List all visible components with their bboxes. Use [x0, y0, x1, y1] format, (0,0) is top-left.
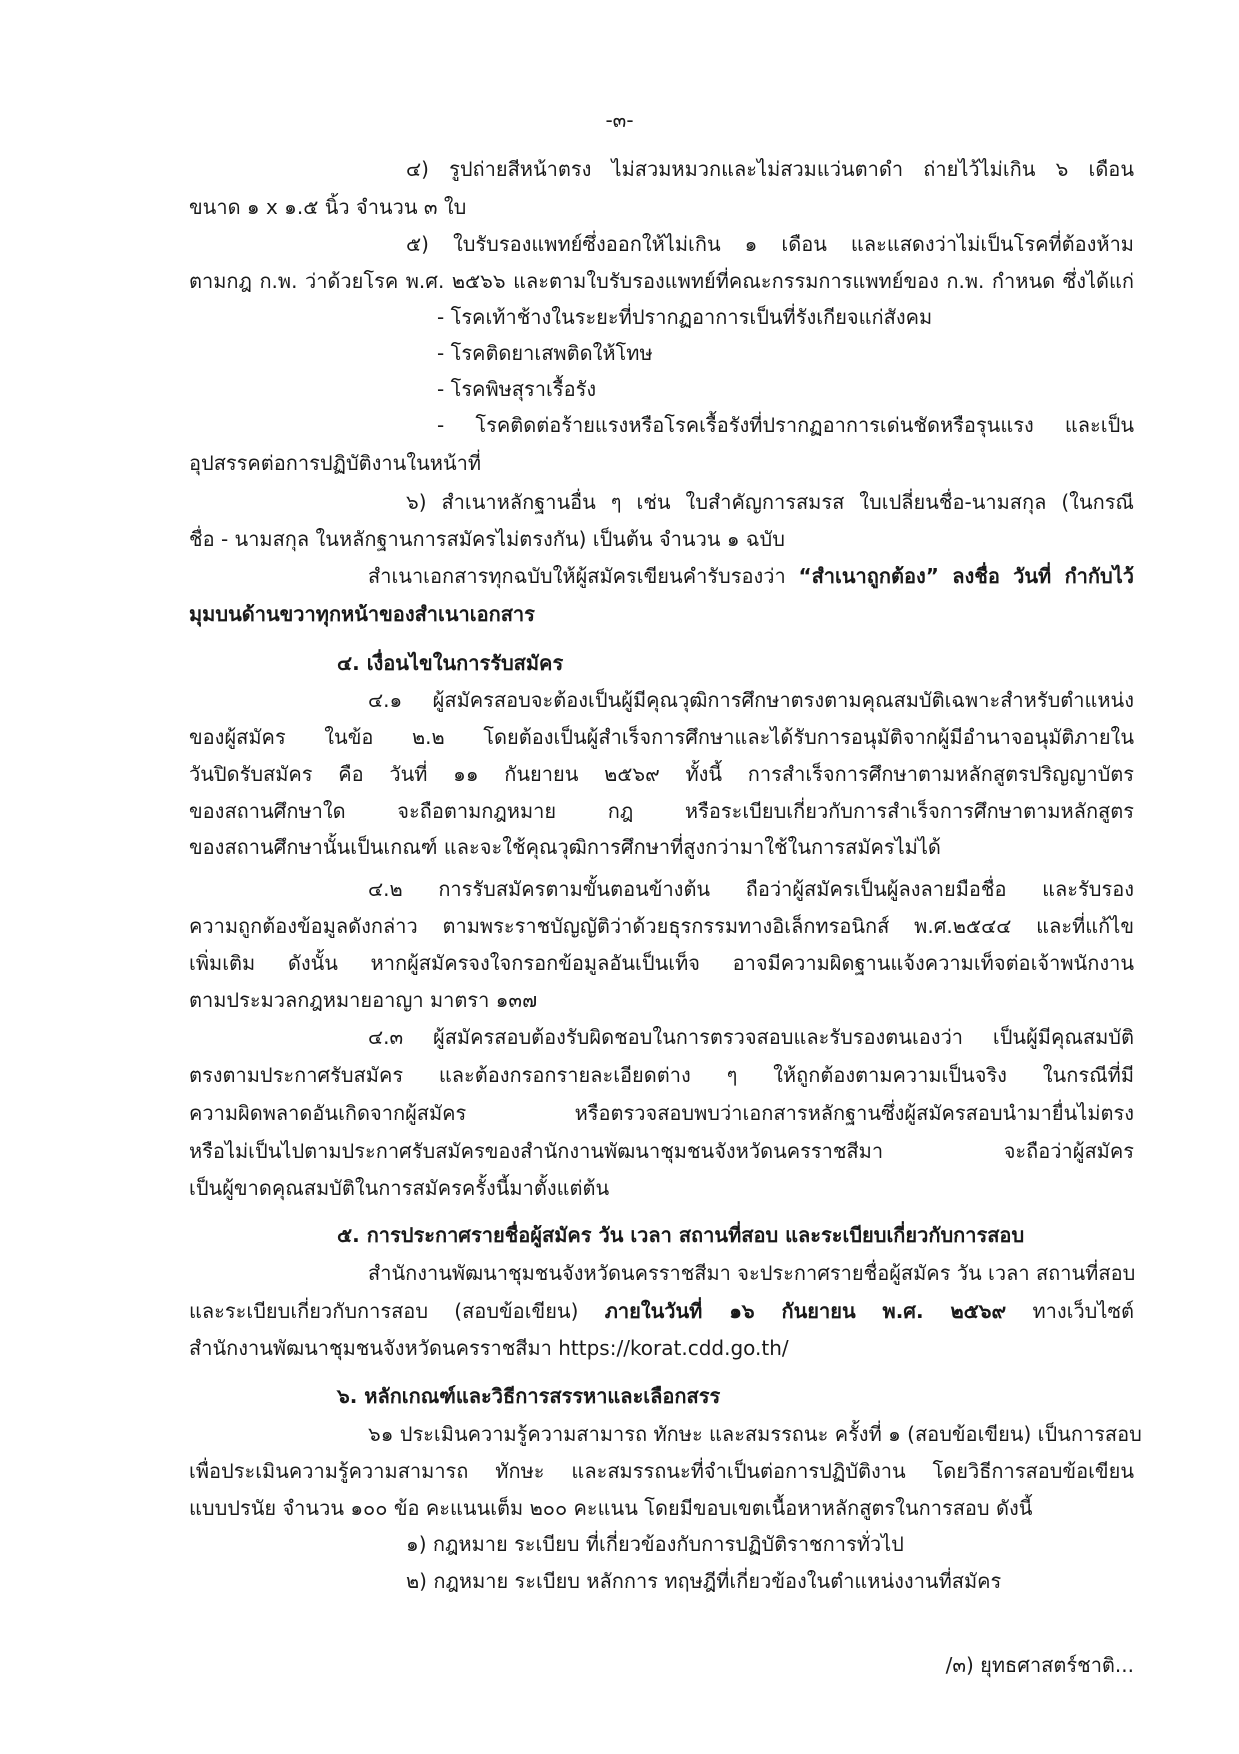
page-number: -๓-	[605, 108, 634, 132]
section-heading: ๖. หลักเกณฑ์และวิธีการสรรหาและเลือกสรร	[337, 1384, 721, 1408]
text-line: ของสถานศึกษานั้นเป็นเกณฑ์ และจะใช้คุณวุฒิการศึกษาที่สูงกว่ามาใช้ในการสมัครไม่ได้	[189, 835, 941, 859]
text-line	[368, 564, 1134, 588]
text-line: ๔.๑ ผู้สมัครสอบจะต้องเป็นผู้มีคุณวุฒิการศึกษาตรงตามคุณสมบัติเฉพาะสำหรับตำแหน่ง	[368, 688, 1134, 712]
text-line: ของผู้สมัคร ในข้อ ๒.๒ โดยต้องเป็นผู้สำเร็จการศึกษาและได้รับการอนุมัติจากผู้มีอำนาจอนุมัติภายใน	[189, 725, 1134, 749]
text-line: ๖) สำเนาหลักฐานอื่น ๆ เช่น ใบสำคัญการสมรส ใบเปลี่ยนชื่อ-นามสกุล (ในกรณี	[406, 490, 1134, 514]
text-line: สำนักงานพัฒนาชุมชนจังหวัดนครราชสีมา https://korat.cdd.go.th/	[189, 1336, 789, 1360]
text-line: ๕) ใบรับรองแพทย์ซึ่งออกให้ไม่เกิน ๑ เดือน และแสดงว่าไม่เป็นโรคที่ต้องห้าม	[406, 232, 1134, 256]
text-line: ตามประมวลกฎหมายอาญา มาตรา ๑๓๗	[189, 988, 538, 1012]
text-line: ของสถานศึกษาใด จะถือตามกฎหมาย กฎ หรือระเบียบเกี่ยวกับการสำเร็จการศึกษาตามหลักสูตร	[189, 799, 1134, 823]
text-line: ๒) กฎหมาย ระเบียบ หลักการ ทฤษฎีที่เกี่ยวข้องในตำแหน่งงานที่สมัคร	[406, 1569, 1002, 1593]
text-line: - โรคเท้าช้างในระยะที่ปรากฏอาการเป็นที่รังเกียจแก่สังคม	[437, 305, 933, 329]
text-line: หรือไม่เป็นไปตามประกาศรับสมัครของสำนักงานพัฒนาชุมชนจังหวัดนครราชสีมา จะถือว่าผู้สมัคร	[189, 1139, 1134, 1163]
continuation-marker: /๓) ยุทธศาสตร์ชาติ...	[945, 1653, 1134, 1677]
text-line: ขนาด ๑ x ๑.๕ นิ้ว จำนวน ๓ ใบ	[189, 195, 467, 219]
text-line: แบบปรนัย จำนวน ๑๐๐ ข้อ คะแนนเต็ม ๒๐๐ คะแนน โดยมีขอบเขตเนื้อหาหลักสูตรในการสอบ ดังนี้	[189, 1496, 1033, 1520]
section-heading: ๔. เงื่อนไขในการรับสมัคร	[337, 651, 564, 675]
text-line: ชื่อ - นามสกุล ในหลักฐานการสมัครไม่ตรงกัน) เป็นต้น จำนวน ๑ ฉบับ	[189, 527, 785, 551]
text-line: อุปสรรคต่อการปฏิบัติงานในหน้าที่	[189, 451, 482, 475]
text-line: ๖๑ ประเมินความรู้ความสามารถ ทักษะ และสมรรถนะ ครั้งที่ ๑ (สอบข้อเขียน) เป็นการสอบ	[368, 1422, 1142, 1446]
text-line: - โรคพิษสุราเรื้อรัง	[437, 377, 597, 401]
text-line: สำนักงานพัฒนาชุมชนจังหวัดนครราชสีมา จะประกาศรายชื่อผู้สมัคร วัน เวลา สถานที่สอบ	[368, 1261, 1136, 1285]
bold-segment: ภายในวันที่ ๑๖ กันยายน พ.ศ. ๒๕๖๙	[604, 1299, 1007, 1323]
text-line: ความผิดพลาดอันเกิดจากผู้สมัคร หรือตรวจสอบพบว่าเอกสารหลักฐานซึ่งผู้สมัครสอบนำมายื่นไม่ตรง	[189, 1101, 1134, 1125]
text-line: - โรคติดยาเสพติดให้โทษ	[437, 341, 653, 365]
text-line	[189, 1299, 1134, 1323]
text-line: ๑) กฎหมาย ระเบียบ ที่เกี่ยวข้องกับการปฏิบัติราชการทั่วไป	[406, 1532, 904, 1556]
text-line: เพื่อประเมินความรู้ความสามารถ ทักษะ และสมรรถนะที่จำเป็นต่อการปฏิบัติงาน โดยวิธีการสอบข้อเขียน	[189, 1459, 1134, 1483]
text-line: ๔.๓ ผู้สมัครสอบต้องรับผิดชอบในการตรวจสอบและรับรองตนเองว่า เป็นผู้มีคุณสมบัติ	[368, 1025, 1134, 1049]
text-segment: และระเบียบเกี่ยวกับการสอบ (สอบข้อเขียน)	[189, 1299, 605, 1323]
text-line: เป็นผู้ขาดคุณสมบัติในการสมัครครั้งนี้มาตั้งแต่ต้น	[189, 1176, 610, 1200]
section-heading: ๕. การประกาศรายชื่อผู้สมัคร วัน เวลา สถานที่สอบ และระเบียบเกี่ยวกับการสอบ	[337, 1223, 1025, 1247]
text-line: ความถูกต้องข้อมูลดังกล่าว ตามพระราชบัญญัติว่าด้วยธุรกรรมทางอิเล็กทรอนิกส์ พ.ศ.๒๕๔๔ และที่แก้ไข	[189, 914, 1134, 938]
text-line: มุมบนด้านขวาทุกหน้าของสำเนาเอกสาร	[189, 602, 535, 626]
text-line: ๔) รูปถ่ายสีหน้าตรง ไม่สวมหมวกและไม่สวมแว่นตาดำ ถ่ายไว้ไม่เกิน ๖ เดือน	[406, 157, 1134, 181]
text-line: ๔.๒ การรับสมัครตามขั้นตอนข้างต้น ถือว่าผู้สมัครเป็นผู้ลงลายมือชื่อ และรับรอง	[368, 877, 1134, 901]
text-line: เพิ่มเติม ดังนั้น หากผู้สมัครจงใจกรอกข้อมูลอันเป็นเท็จ อาจมีความผิดฐานแจ้งความเท็จต่อเจ้าพนักงาน	[189, 951, 1134, 975]
text-segment: ทางเว็บไซต์	[1006, 1299, 1135, 1323]
text-segment: สำเนาเอกสารทุกฉบับให้ผู้สมัครเขียนคำรับรองว่า	[368, 564, 799, 588]
text-line: ตามกฎ ก.พ. ว่าด้วยโรค พ.ศ. ๒๕๖๖ และตามใบรับรองแพทย์ที่คณะกรรมการแพทย์ของ ก.พ. กำหนด ซึ่งได้แก่	[189, 269, 1134, 293]
text-line: ตรงตามประกาศรับสมัคร และต้องกรอกรายละเอียดต่าง ๆ ให้ถูกต้องตามความเป็นจริง ในกรณีที่มี	[189, 1063, 1134, 1087]
bold-segment: “สำเนาถูกต้อง” ลงชื่อ วันที่ กำกับไว้	[798, 564, 1134, 588]
text-line: วันปิดรับสมัคร คือ วันที่ ๑๑ กันยายน ๒๕๖๙ ทั้งนี้ การสำเร็จการศึกษาตามหลักสูตรปริญญาบัตร	[189, 762, 1134, 786]
text-line: - โรคติดต่อร้ายแรงหรือโรคเรื้อรังที่ปรากฏอาการเด่นชัดหรือรุนแรง และเป็น	[437, 413, 1134, 437]
